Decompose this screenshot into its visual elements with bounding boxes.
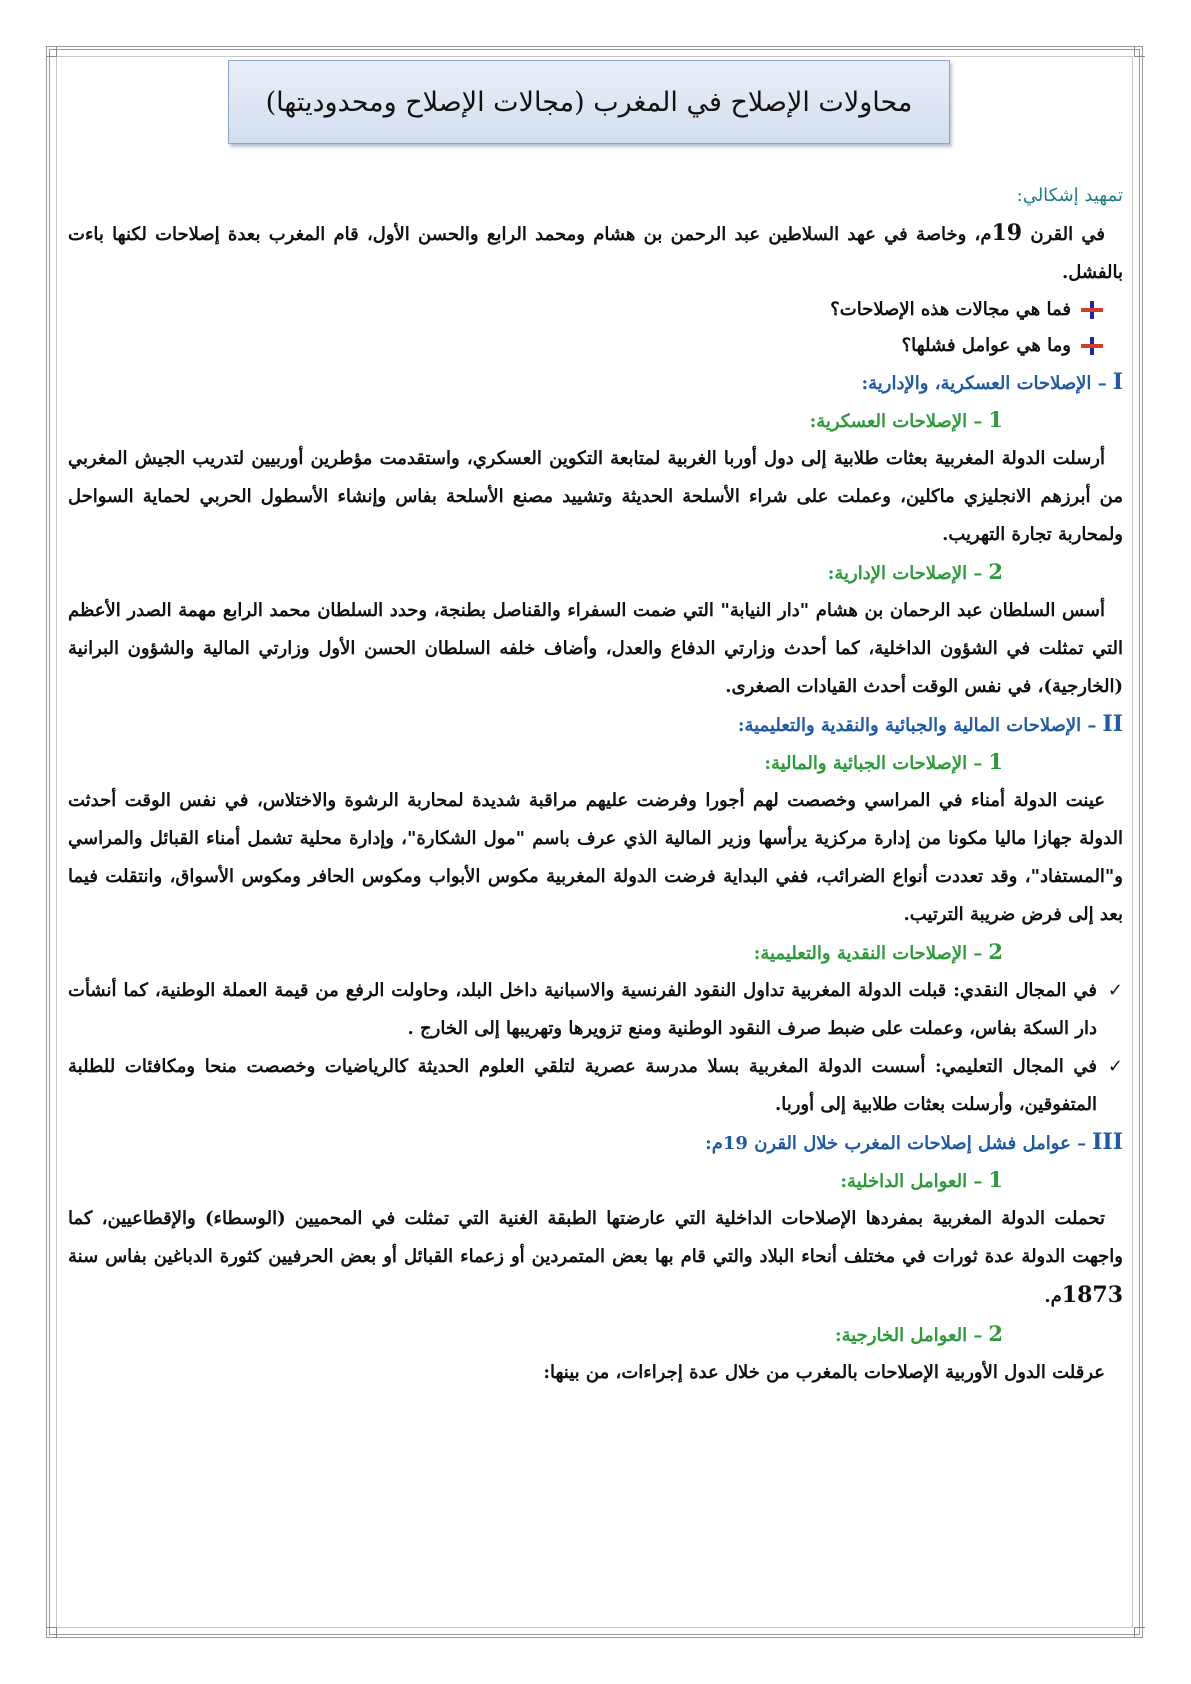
section-paragraph: عرقلت الدول الأوربية الإصلاحات بالمغرب من خلال عدة إجراءات، من بينها: <box>543 1362 1105 1383</box>
section-paragraph: عينت الدولة أمناء في المراسي وخصصت لهم أجورا وفرضت عليهم مراقبة شديدة لمحاربة الرشوة والاختلاس، في نفس الوقت أحدثت الدولة جهازا ماليا مكونا من إدارة مركزية يرأسها وزير المالية الذي عرف باسم "مول الشكارة"، وإدارة محلية تشمل أمناء القبائل والمراسي و"المستفاد"، وقد تعددت أنواع الضرائب، ففي البداية فرضت الدولة المغربية مكوس الأبواب ومكوس الحافر ومكوس الأسواق، وانتقلت فيما بعد إلى فرض ضريبة الترتيب. <box>68 790 1123 925</box>
corner-ornament <box>1134 46 1145 57</box>
checkmark-icon: ✓ <box>1107 1056 1123 1077</box>
checklist-item: ✓ في المجال النقدي: قبلت الدولة المغربية تداول النقود الفرنسية والاسبانية داخل البلد، وحاولت الرفع من قيمة العملة الوطنية، كما أنشأت دار السكة بفاس، وعملت على ضبط صرف النقود الوطنية ومنع تزويرها وتهريبها إلى الخارج . <box>68 972 1123 1048</box>
corner-ornament <box>1134 1627 1145 1638</box>
section-paragraph: تحملت الدولة المغربية بمفردها الإصلاحات الداخلية التي عارضتها الطبقة الغنية التي تمثلت في المحميين (الوسطاء) والإقطاعيين، كما واجهت الدولة عدة ثورات في مختلف أنحاء البلاد والتي قام بها بعض المتمردين أو زعماء القبائل أو بعض الحرفيين كثورة الدباغين بفاس سنة 1873م. <box>68 1208 1123 1308</box>
section-heading-3: III– عوامل فشل إصلاحات المغرب خلال القرن 19م: <box>705 1129 1123 1155</box>
document-body <box>68 178 1123 1392</box>
subsection-heading: 2– الإصلاحات النقدية والتعليمية: <box>753 939 1003 964</box>
year-number: 1873 <box>1061 1282 1123 1308</box>
corner-ornament <box>46 1627 57 1638</box>
corner-ornament <box>46 46 57 57</box>
subsection-heading: 2– الإصلاحات الإدارية: <box>827 559 1003 584</box>
page-title: محاولات الإصلاح في المغرب (مجالات الإصلاح ومحدوديتها) <box>265 86 913 118</box>
intro-heading: تمهيد إشكالي: <box>1016 185 1123 206</box>
century-number: 19 <box>991 220 1023 246</box>
plus-bullet-icon <box>1081 337 1103 355</box>
intro-paragraph: في القرن 19م، وخاصة في عهد السلاطين عبد الرحمن بن هشام ومحمد الرابع والحسن الأول، قام المغرب بعدة إصلاحات لكنها باءت بالفشل. <box>68 220 1123 283</box>
section-paragraph: أسس السلطان عبد الرحمان بن هشام "دار النيابة" التي ضمت السفراء والقناصل بطنجة، وحدد السلطان محمد الرابع مهمة الصدر الأعظم التي تمثلت في الشؤون الداخلية، كما أحدث وزارتي الدفاع والعدل، وأضاف خلفه السلطان الحسن الأول وزارتي المالية والشؤون البرانية (الخارجية)، في نفس الوقت أحدث القيادات الصغرى. <box>68 600 1123 697</box>
section-heading-1: I– الإصلاحات العسكرية، والإدارية: <box>861 369 1123 395</box>
title-box <box>228 60 950 144</box>
checkmark-icon: ✓ <box>1107 980 1123 1001</box>
question-item: وما هي عوامل فشلها؟ <box>68 328 1123 364</box>
subsection-heading: 2– العوامل الخارجية: <box>834 1321 1003 1346</box>
plus-bullet-icon <box>1081 301 1103 319</box>
section-paragraph: أرسلت الدولة المغربية بعثات طلابية إلى دول أوربا الغربية لمتابعة التكوين العسكري، واستقدمت مؤطرين أوربيين لتدريب الجيش المغربي من أبرزهم الانجليزي ماكلين، وعملت على شراء الأسلحة الحديثة وتشييد مصنع الأسلحة بفاس وإنشاء الأسطول الحربي لحماية السواحل ولمحاربة تجارة التهريب. <box>68 448 1123 545</box>
section-heading-2: II– الإصلاحات المالية والجبائية والنقدية والتعليمية: <box>737 711 1123 737</box>
subsection-heading: 1– العوامل الداخلية: <box>840 1167 1003 1192</box>
checklist-item: ✓ في المجال التعليمي: أسست الدولة المغربية بسلا مدرسة عصرية لتلقي العلوم الحديثة كالرياضيات وخصصت منحا ومكافئات للطلبة المتفوقين، وأرسلت بعثات طلابية إلى أوربا. <box>68 1048 1123 1124</box>
subsection-heading: 1– الإصلاحات الجبائية والمالية: <box>764 749 1003 774</box>
question-item: فما هي مجالات هذه الإصلاحات؟ <box>68 292 1123 328</box>
subsection-heading: 1– الإصلاحات العسكرية: <box>809 407 1003 432</box>
